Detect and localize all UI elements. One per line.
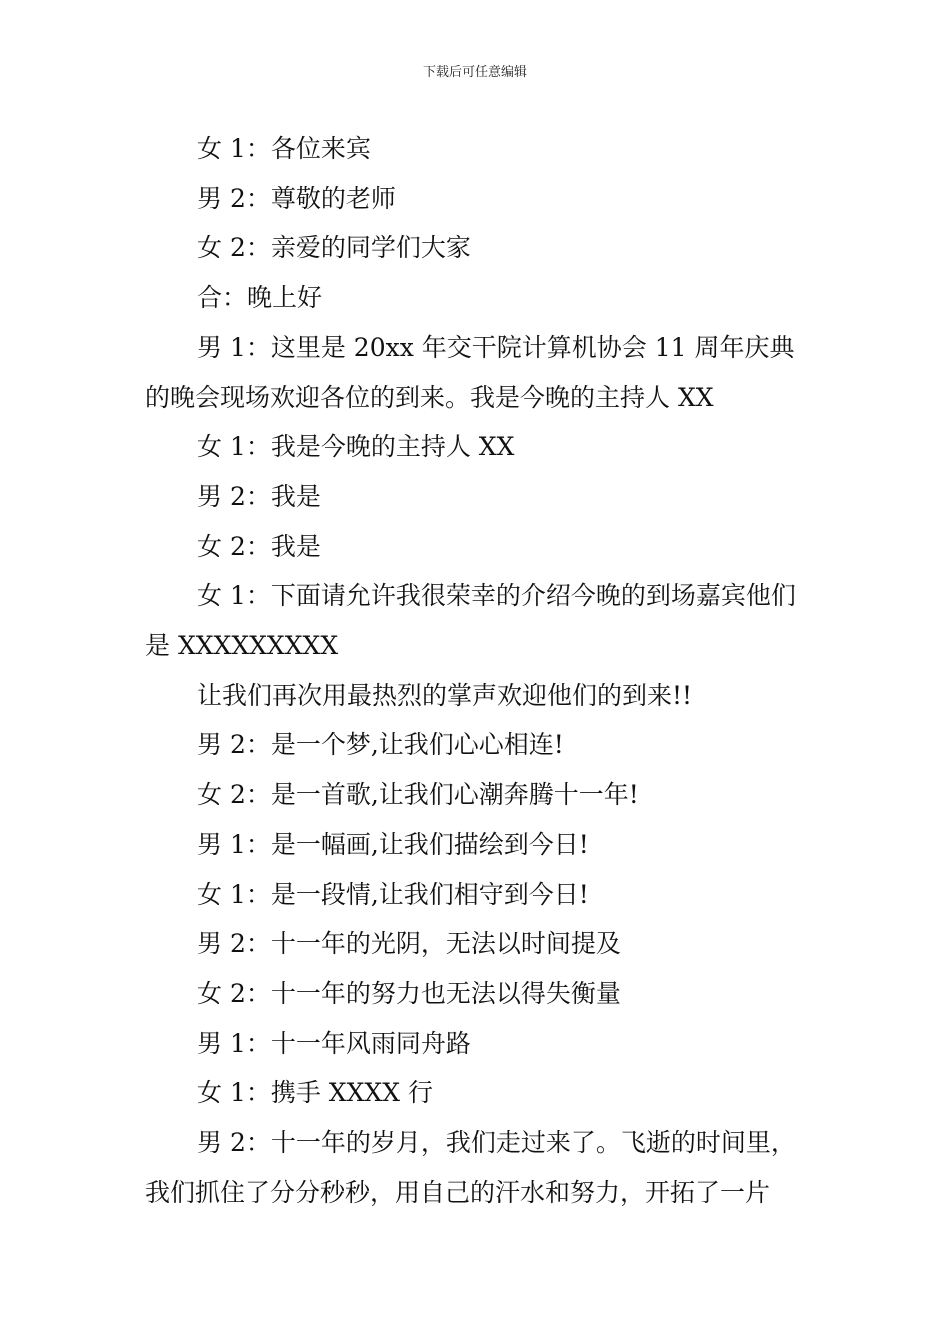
paragraph: 女 2：我是 [197,531,321,561]
paragraph: 男 1：十一年风雨同舟路 [197,1028,471,1058]
paragraph: 女 1：是一段情,让我们相守到今日! [197,879,589,909]
paragraph: 让我们再次用最热烈的掌声欢迎他们的到来!! [197,680,693,710]
paragraph: 男 2：尊敬的老师 [197,183,396,213]
paragraph: 女 1：我是今晚的主持人 XX [197,432,515,462]
paragraph: 合：晚上好 [197,283,323,313]
paragraph: 男 2：十一年的岁月，我们走过来了。飞逝的时间里，我们抓住了分分秒秒，用自己的汗水和努力，开拓了一片 [145,1128,796,1207]
page-header: 下载后可任意编辑 [422,65,527,80]
paragraph: 女 2：是一首歌,让我们心潮奔腾十一年! [197,780,639,810]
paragraph: 女 1：各位来宾 [197,134,371,163]
document-body [145,124,810,1217]
paragraph: 女 2：亲爱的同学们大家 [197,233,471,263]
paragraph: 女 1：下面请允许我很荣幸的介绍今晚的到场嘉宾他们是 XXXXXXXXX [145,581,796,661]
paragraph: 男 1：是一幅画,让我们描绘到今日! [197,829,589,859]
paragraph: 女 2：十一年的努力也无法以得失衡量 [197,978,621,1008]
paragraph: 女 1：携手 XXXX 行 [197,1078,433,1108]
paragraph: 男 1：这里是 20xx 年交干院计算机协会 11 周年庆典的晚会现场欢迎各位的到来。我是今晚的主持人 XX [145,332,795,412]
paragraph: 男 2：是一个梦,让我们心心相连! [197,730,564,760]
paragraph: 男 2：我是 [197,481,321,511]
paragraph: 男 2：十一年的光阴，无法以时间提及 [197,929,621,959]
